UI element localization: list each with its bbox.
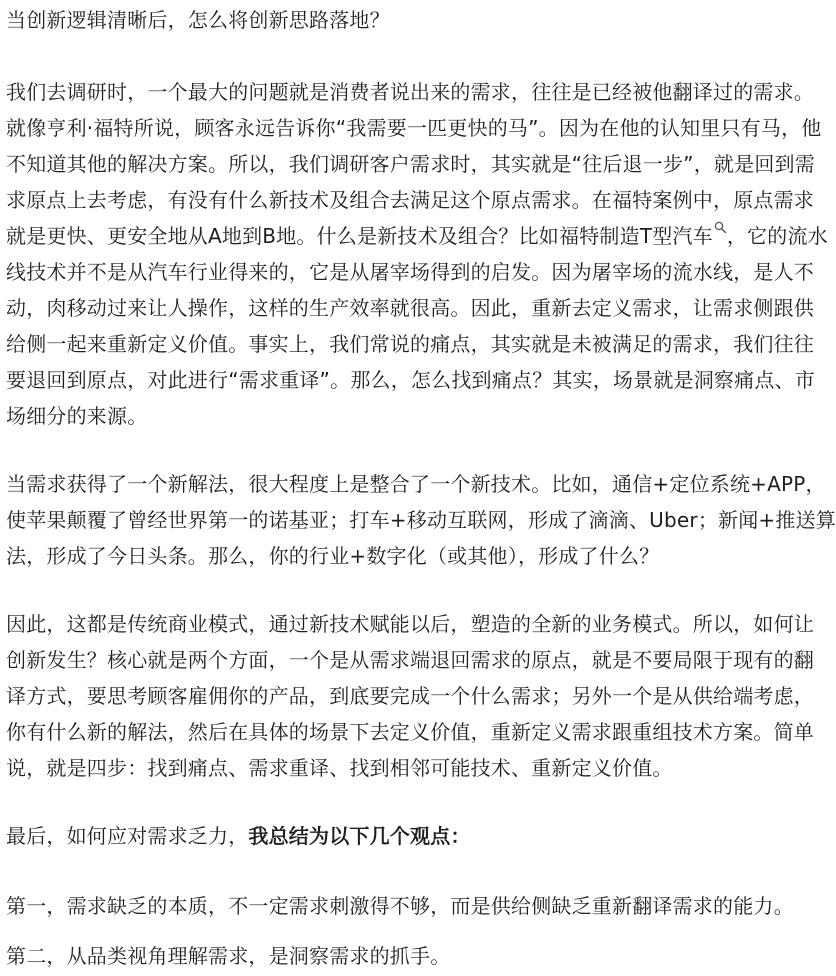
paragraph-line: 线技术并不是从汽车行业得来的，它是从屠宰场得到的启发。因为屠宰场的流水线，是人不 — [6, 260, 814, 284]
paragraph-line: 要退回到原点，对此进行“需求重译”。那么，怎么找到痛点？其实，场景就是洞察痛点、市 — [6, 368, 815, 392]
paragraph-line: 法，形成了今日头条。那么，你的行业+数字化（或其他），形成了什么？ — [6, 544, 660, 568]
paragraph-text: 最后，如何应对需求乏力， — [6, 824, 249, 848]
paragraph-line: 因此，这都是传统商业模式，通过新技术赋能以后，塑造的全新的业务模式。所以，如何让 — [6, 612, 814, 636]
search-icon[interactable] — [714, 221, 727, 234]
paragraph-line: 使苹果颠覆了曾经世界第一的诺基亚；打车+移动互联网，形成了滴滴、Uber；新闻+推送算 — [6, 508, 836, 532]
paragraph-line: 当需求获得了一个新解法，很大程度上是整合了一个新技术。比如，通信+定位系统+APP， — [6, 472, 826, 496]
point-two: 第二，从品类视角理解需求，是洞察需求的抓手。 — [6, 944, 451, 968]
paragraph-line: 场细分的来源。 — [6, 404, 148, 428]
intro-question: 当创新逻辑清晰后，怎么将创新思路落地？ — [6, 8, 390, 32]
paragraph-text: ，它的流水 — [726, 224, 828, 248]
t-model-car-link[interactable]: T型汽车 — [639, 224, 713, 248]
paragraph-line: 创新发生？核心就是两个方面，一个是从需求端退回需求的原点，就是不要局限于现有的翻 — [6, 648, 814, 672]
paragraph-line: 求原点上去考虑，有没有什么新技术及组合去满足这个原点需求。在福特案例中，原点需求 — [6, 188, 814, 212]
bold-summary-text: 我总结为以下几个观点： — [248, 824, 471, 848]
paragraph-line: 说，就是四步：找到痛点、需求重译、找到相邻可能技术、重新定义价值。 — [6, 756, 673, 780]
paragraph-line: 译方式，要思考顾客雇佣你的产品，到底要完成一个什么需求；另外一个是从供给端考虑， — [6, 684, 814, 708]
paragraph-line: 给侧一起来重新定义价值。事实上，我们常说的痛点，其实就是未被满足的需求，我们往往 — [6, 332, 814, 356]
conclusion-lead — [6, 818, 794, 854]
paragraph-line: 动，肉移动过来让人操作，这样的生产效率就很高。因此，重新去定义需求，让需求侧跟供 — [6, 296, 814, 320]
paragraph-line: 你有什么新的解法，然后在具体的场景下去定义价值，重新定义需求跟重组技术方案。简单 — [6, 720, 814, 744]
paragraph-line: 不知道其他的解决方案。所以，我们调研客户需求时，其实就是“往后退一步”，就是回到需 — [6, 152, 815, 176]
paragraph-line: 我们去调研时，一个最大的问题就是消费者说出来的需求，往往是已经被他翻译过的需求。 — [6, 80, 814, 104]
paragraph-line-with-link — [6, 218, 828, 254]
paragraph-line: 就像亨利·福特所说，顾客永远告诉你“我需要一匹更快的马”。因为在他的认知里只有马，他 — [6, 116, 822, 140]
paragraph-text: 就是更快、更安全地从A地到B地。什么是新技术及组合？比如福特制造 — [6, 224, 640, 248]
point-one: 第一，需求缺乏的本质，不一定需求刺激得不够，而是供给侧缺乏重新翻译需求的能力。 — [6, 894, 794, 918]
